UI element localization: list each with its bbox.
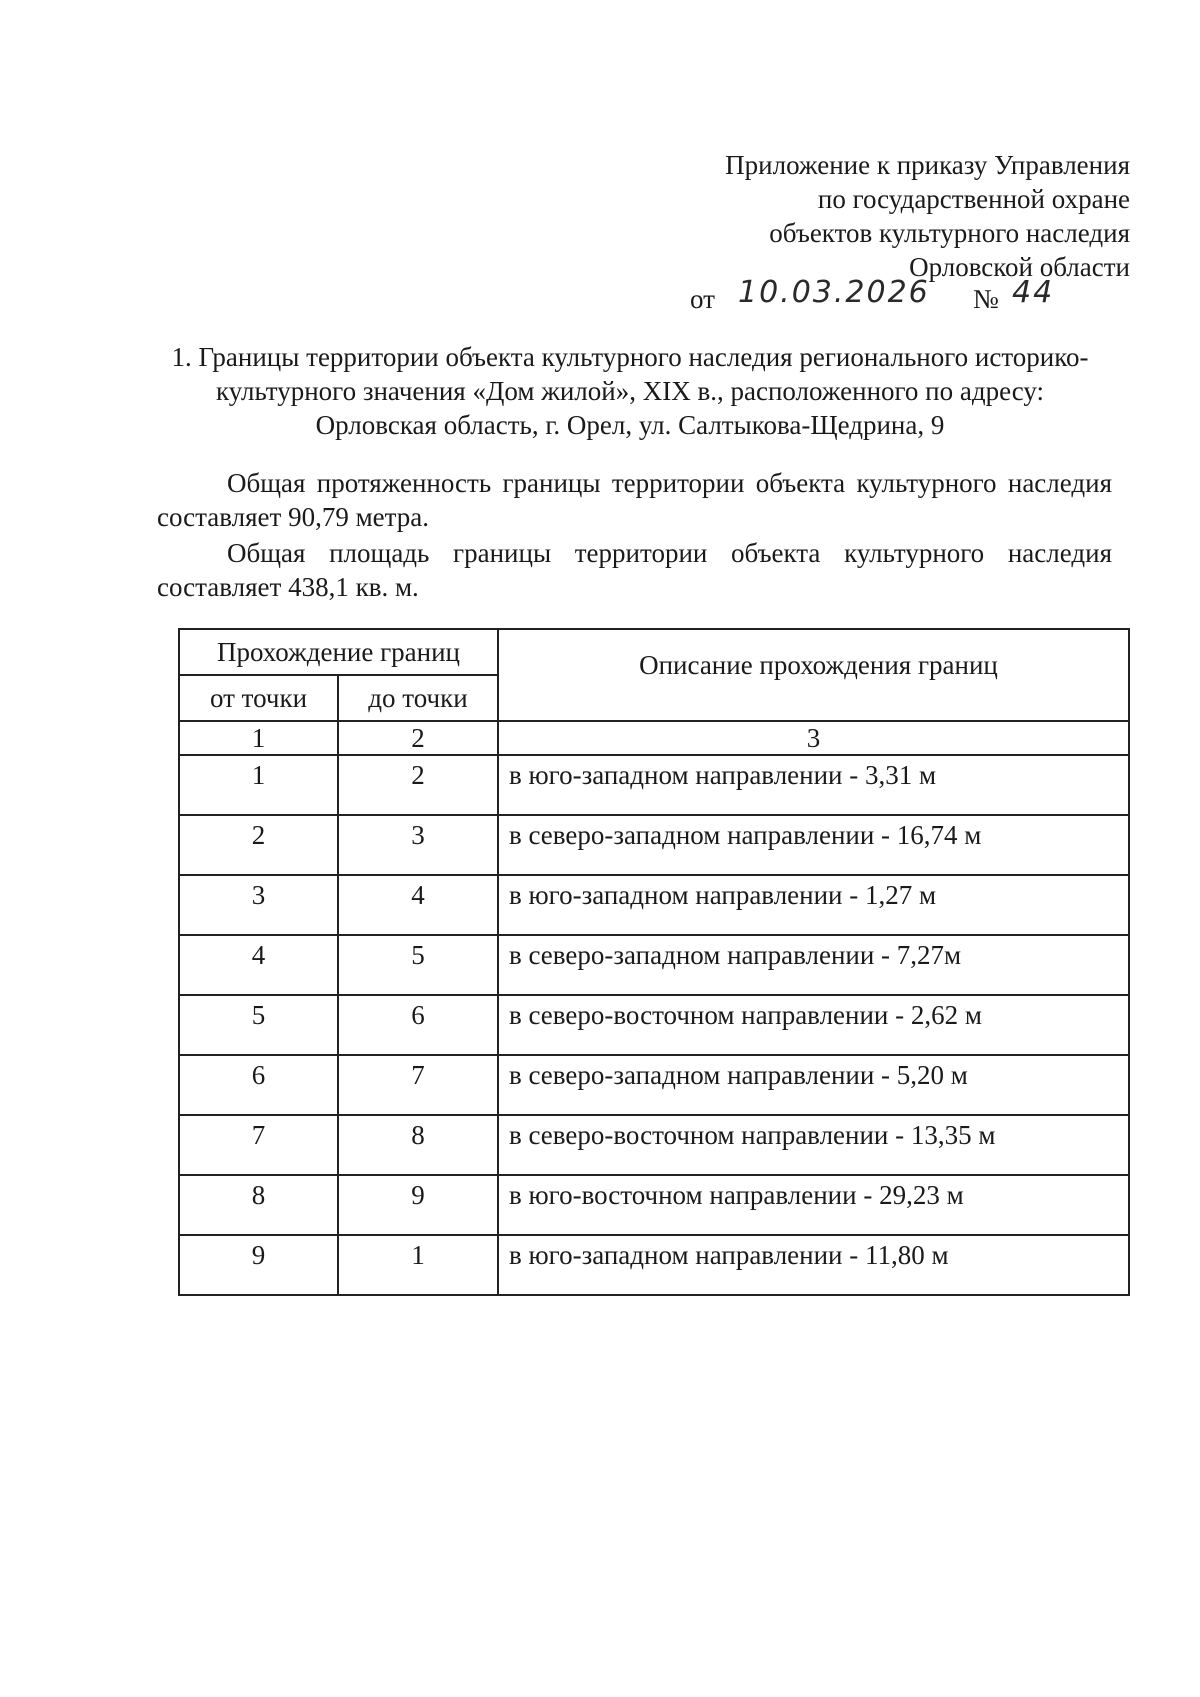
column-number-2: 2	[338, 721, 498, 755]
table-row	[179, 935, 1129, 995]
to-point-cell: 1	[338, 1235, 498, 1295]
to-point-cell: 7	[338, 1055, 498, 1115]
to-point-cell: 2	[338, 755, 498, 815]
boundary-area-paragraph	[157, 536, 1112, 604]
order-number-label: №	[973, 284, 999, 314]
table-row	[179, 1175, 1129, 1235]
header-description: Описание прохождения границ	[498, 629, 1129, 721]
to-point-cell: 4	[338, 875, 498, 935]
table-row	[179, 1115, 1129, 1175]
from-point-cell: 8	[179, 1175, 338, 1235]
table-row	[179, 815, 1129, 875]
boundary-length-text: Общая протяженность границы территории объекта культурного наследия составляет 90,79 метра.	[157, 468, 1112, 532]
title-line-2: культурного значения «Дом жилой», XIX в., расположенного по адресу:	[215, 376, 1045, 406]
from-point-cell: 9	[179, 1235, 338, 1295]
boundary-area-text: Общая площадь границы территории объекта культурного наследия составляет 438,1 кв. м.	[157, 538, 1112, 602]
appendix-header-line-1: Приложение к приказу Управления	[725, 150, 1130, 180]
order-from-label: от	[690, 284, 715, 314]
from-point-cell: 4	[179, 935, 338, 995]
from-point-cell: 7	[179, 1115, 338, 1175]
to-point-cell: 3	[338, 815, 498, 875]
description-cell: в северо-западном направлении - 16,74 м	[498, 815, 1129, 875]
column-number-3: 3	[498, 721, 1129, 755]
from-point-cell: 2	[179, 815, 338, 875]
from-point-cell: 3	[179, 875, 338, 935]
to-point-cell: 8	[338, 1115, 498, 1175]
description-cell: в юго-западном направлении - 11,80 м	[498, 1235, 1129, 1295]
to-point-cell: 5	[338, 935, 498, 995]
handwritten-order-date: 10.03.2026	[738, 275, 930, 310]
description-cell: в северо-западном направлении - 7,27м	[498, 935, 1129, 995]
to-point-cell: 9	[338, 1175, 498, 1235]
description-cell: в северо-восточном направлении - 2,62 м	[498, 995, 1129, 1055]
table-row	[179, 755, 1129, 815]
header-from-point: от точки	[179, 675, 338, 721]
header-to-point: до точки	[338, 675, 498, 721]
from-point-cell: 6	[179, 1055, 338, 1115]
table-header-row	[179, 629, 1129, 675]
description-cell: в юго-восточном направлении - 29,23 м	[498, 1175, 1129, 1235]
title-line-3: Орловская область, г. Орел, ул. Салтыкова-Щедрина, 9	[315, 410, 945, 440]
description-cell: в северо-западном направлении - 5,20 м	[498, 1055, 1129, 1115]
to-point-cell: 6	[338, 995, 498, 1055]
from-point-cell: 1	[179, 755, 338, 815]
boundary-length-paragraph	[157, 466, 1112, 534]
section-title	[150, 340, 1110, 442]
description-cell: в юго-западном направлении - 1,27 м	[498, 875, 1129, 935]
appendix-header-line-2: по государственной охране	[817, 184, 1130, 214]
title-line-1: 1. Границы территории объекта культурного наследия регионального историко-	[171, 342, 1089, 372]
description-cell: в северо-восточном направлении - 13,35 м	[498, 1115, 1129, 1175]
table-row	[179, 1055, 1129, 1115]
appendix-header-line-4: Орловской области	[909, 252, 1130, 282]
from-point-cell: 5	[179, 995, 338, 1055]
handwritten-order-number: 44	[1012, 275, 1055, 310]
table-row	[179, 1235, 1129, 1295]
column-number-1: 1	[179, 721, 338, 755]
table-row	[179, 875, 1129, 935]
column-number-row	[179, 721, 1129, 755]
header-boundary-passage: Прохождение границ	[179, 629, 498, 675]
appendix-header-line-3: объектов культурного наследия	[769, 218, 1130, 248]
description-cell: в юго-западном направлении - 3,31 м	[498, 755, 1129, 815]
boundary-table	[178, 628, 1130, 1296]
table-row	[179, 995, 1129, 1055]
